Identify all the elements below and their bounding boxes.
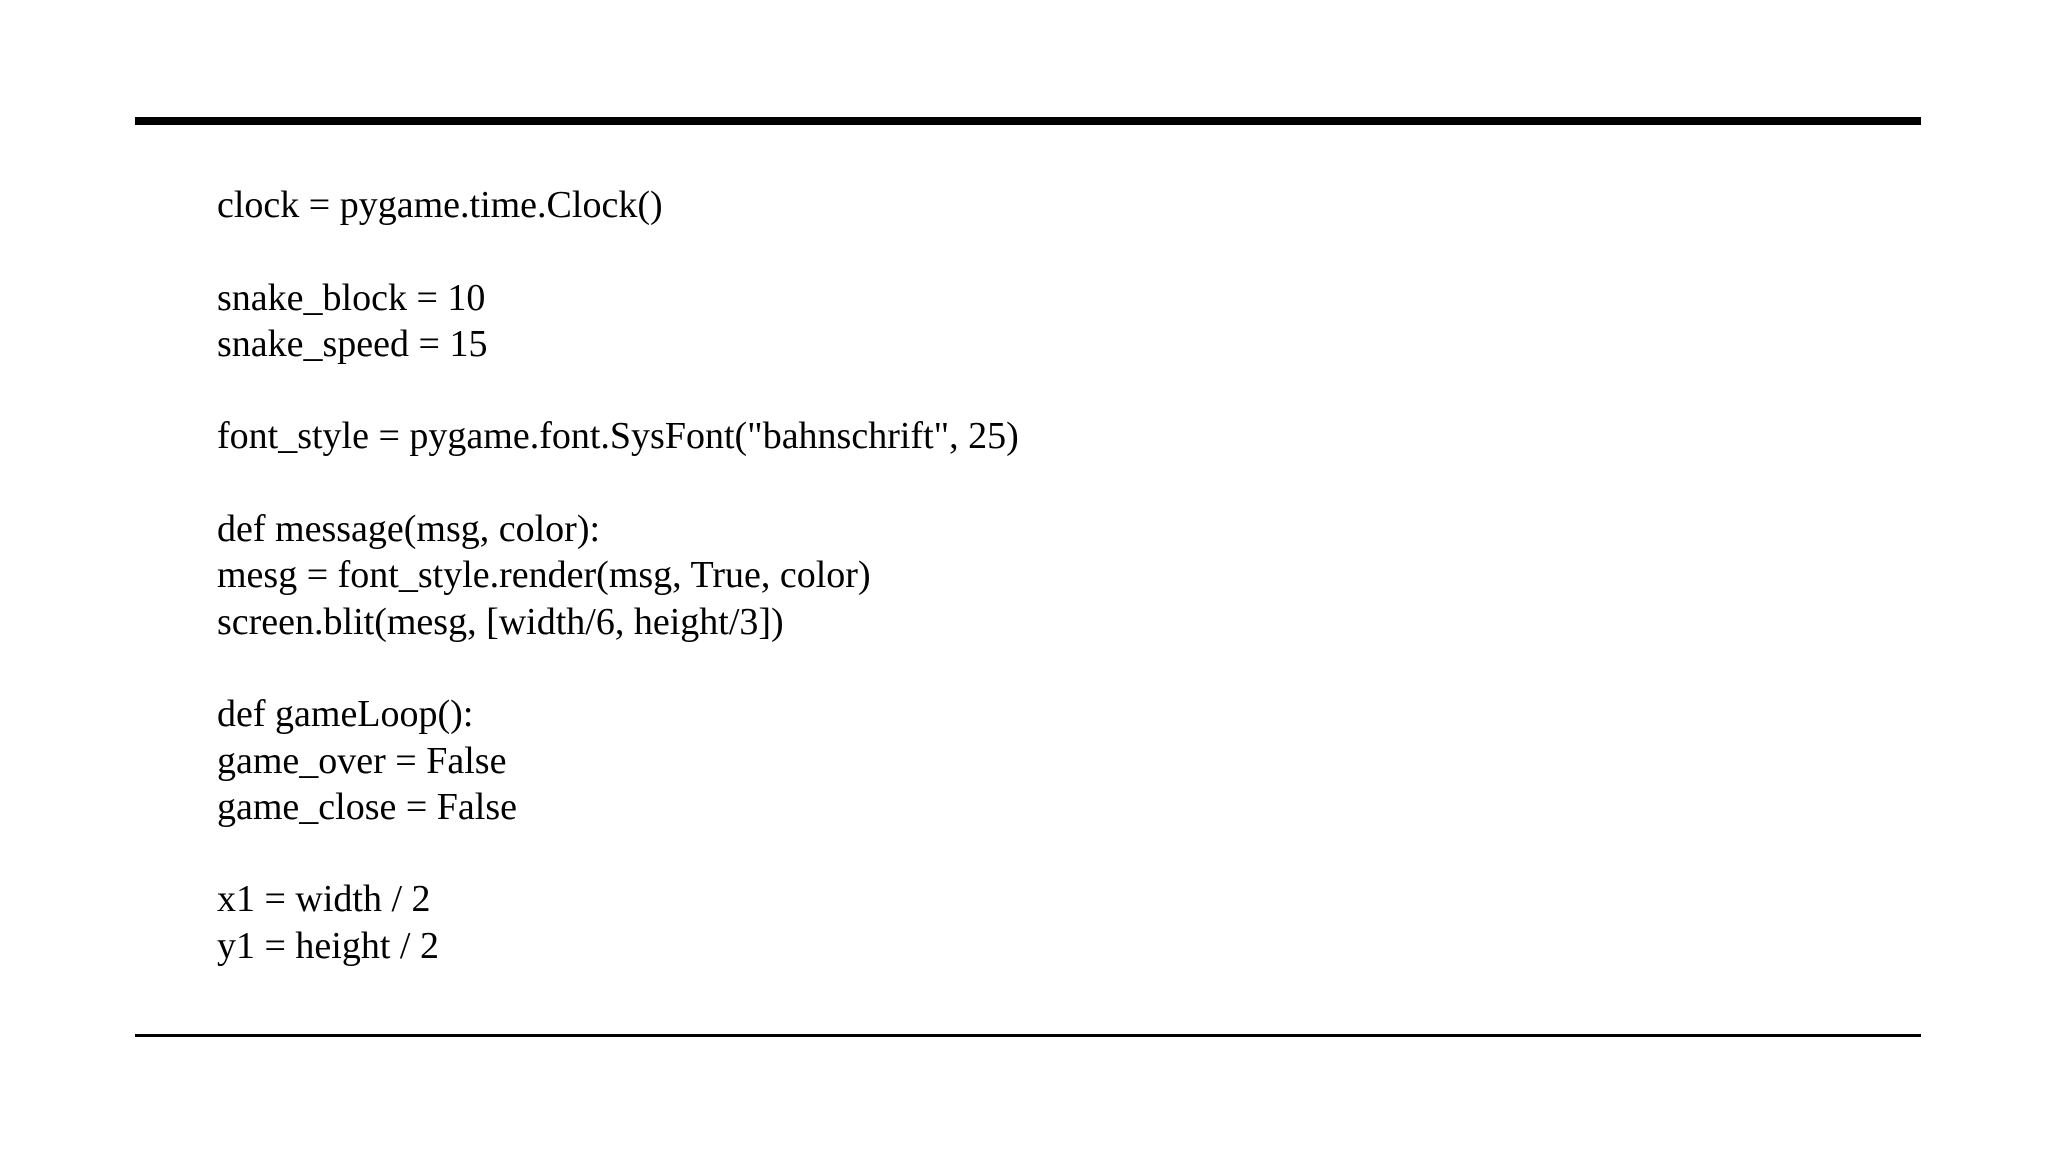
blank-line [217,830,1867,876]
code-line: x1 = width / 2 [217,878,431,921]
code-line: snake_block = 10 [217,276,486,319]
code-line: font_style = pygame.font.SysFont("bahnschrift", 25) [217,415,1019,458]
top-rule [135,117,1921,125]
code-line: game_close = False [217,785,518,828]
bottom-rule [135,1034,1921,1037]
blank-line [217,645,1867,691]
code-line: clock = pygame.time.Clock() [217,184,663,226]
code-line: screen.blit(mesg, [width/6, height/3]) [217,600,784,643]
code-line: mesg = font_style.render(msg, True, color) [217,554,871,597]
code-line: game_over = False [217,739,507,782]
blank-line [217,228,1867,274]
code-block [217,182,1867,969]
code-line: snake_speed = 15 [217,322,488,365]
blank-line [217,367,1867,413]
code-line: def message(msg, color): [217,508,601,551]
blank-line [217,460,1867,506]
code-line: y1 = height / 2 [217,924,439,967]
code-line: def gameLoop(): [217,693,474,736]
